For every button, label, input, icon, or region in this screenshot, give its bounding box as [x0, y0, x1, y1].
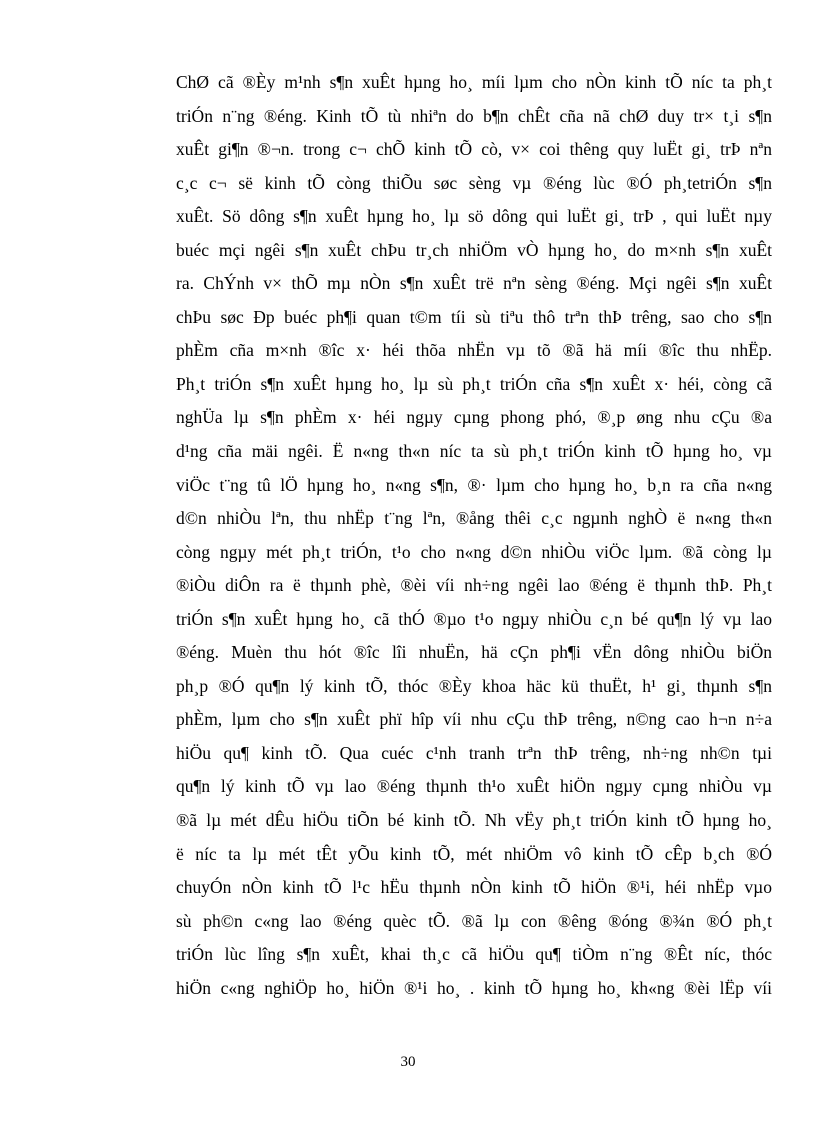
text-line: chuyÓn nÒn kinh tÕ l¹c hËu thµnh nÒn kinh tÕ hiÖn ®¹i, héi nhËp vµo: [176, 877, 772, 898]
body-paragraph: [176, 66, 772, 1005]
text-line: ®éng. Muèn thu hót ®îc lîi nhuËn, hä cÇn ph¶i vËn dông nhiÒu biÖn: [176, 642, 772, 663]
text-line: ®ã lµ mét dÊu hiÖu tiÕn bé kinh tÕ. Nh vËy ph¸t triÓn kinh tÕ hµng ho¸: [176, 810, 772, 831]
text-line: nghÜa lµ s¶n phÈm x· héi ngµy cµng phong phó, ®¸p øng nhu cÇu ®a: [176, 407, 772, 428]
text-line: ë níc ta lµ mét tÊt yÕu kinh tÕ, mét nhiÖm vô kinh tÕ cÊp b¸ch ®Ó: [176, 843, 772, 864]
text-line: buéc mçi ngêi s¶n xuÊt chÞu tr¸ch nhiÖm vÒ hµng ho¸ do m×nh s¶n xuÊt: [176, 239, 772, 260]
text-line: sù ph©n c«ng lao ®éng quèc tÕ. ®ã lµ con ®êng ®óng ®¾n ®Ó ph¸t: [176, 910, 772, 931]
text-line: triÓn lùc lîng s¶n xuÊt, khai th¸c cã hiÖu qu¶ tiÒm n¨ng ®Êt níc, thóc: [176, 944, 772, 965]
text-line: qu¶n lý kinh tÕ vµ lao ®éng thµnh th¹o xuÊt hiÖn ngµy cµng nhiÒu vµ: [176, 776, 772, 797]
text-line: ®iÒu diÔn ra ë thµnh phè, ®èi víi nh÷ng ngêi lao ®éng ë thµnh thÞ. Ph¸t: [176, 575, 772, 596]
text-line: c¸c c¬ së kinh tÕ còng thiÕu søc sèng vµ ®éng lùc ®Ó ph¸tetriÓn s¶n: [176, 172, 772, 193]
text-line: hiÖu qu¶ kinh tÕ. Qua cuéc c¹nh tranh trªn thÞ trêng, nh÷ng nh©n tµi: [176, 742, 772, 763]
text-line: xuÊt. Sö dông s¶n xuÊt hµng ho¸ lµ sö dông qui luËt gi¸ trÞ , qui luËt nµy: [176, 206, 772, 227]
text-line: d©n nhiÒu lªn, thu nhËp t¨ng lªn, ®ång thêi c¸c ngµnh nghÒ ë n«ng th«n: [176, 508, 772, 529]
text-line: viÖc t¨ng tû lÖ hµng ho¸ n«ng s¶n, ®· lµm cho hµng ho¸ b¸n ra cña n«ng: [176, 474, 772, 495]
text-line: chÞu søc Ðp buéc ph¶i quan t©m tíi sù tiªu thô trªn thÞ trêng, sao cho s¶n: [176, 306, 772, 327]
text-line: ph¸p ®Ó qu¶n lý kinh tÕ, thóc ®Èy khoa häc kü thuËt, h¹ gi¸ thµnh s¶n: [176, 675, 772, 696]
text-line: ChØ cã ®Èy m¹nh s¶n xuÊt hµng ho¸ míi lµm cho nÒn kinh tÕ níc ta ph¸t: [176, 72, 772, 92]
text-line: triÓn n¨ng ®éng. Kinh tÕ tù nhiªn do b¶n chÊt cña nã chØ duy tr× t¸i s¶n: [176, 105, 772, 126]
text-line: xuÊt gi¶n ®¬n. trong c¬ chÕ kinh tÕ cò, v× coi thêng quy luËt gi¸ trÞ nªn: [176, 139, 772, 160]
page-number: 30: [400, 1054, 416, 1070]
text-line: phÈm, lµm cho s¶n xuÊt phï hîp víi nhu cÇu thÞ trêng, n©ng cao h¬n n÷a: [176, 709, 772, 730]
text-line: ra. ChÝnh v× thÕ mµ nÒn s¶n xuÊt trë nªn sèng ®éng. Mçi ngêi s¶n xuÊt: [176, 273, 772, 294]
text-line: d¹ng cña mäi ngêi. Ë n«ng th«n níc ta sù ph¸t triÓn kinh tÕ hµng ho¸ vµ: [176, 441, 772, 462]
text-line: phÈm cña m×nh ®îc x· héi thõa nhËn vµ tõ ®ã hä míi ®îc thu nhËp.: [176, 340, 772, 361]
text-line: triÓn s¶n xuÊt hµng ho¸ cã thÓ ®µo t¹o ngµy nhiÒu c¸n bé qu¶n lý vµ lao: [176, 608, 772, 629]
text-line: Ph¸t triÓn s¶n xuÊt hµng ho¸ lµ sù ph¸t triÓn cña s¶n xuÊt x· héi, còng cã: [176, 373, 772, 394]
text-line: còng ngµy mét ph¸t triÓn, t¹o cho n«ng d©n nhiÒu viÖc lµm. ®ã còng lµ: [176, 541, 772, 562]
text-line: hiÖn c«ng nghiÖp ho¸ hiÖn ®¹i ho¸ . kinh tÕ hµng ho¸ kh«ng ®èi lËp víi: [176, 977, 772, 998]
